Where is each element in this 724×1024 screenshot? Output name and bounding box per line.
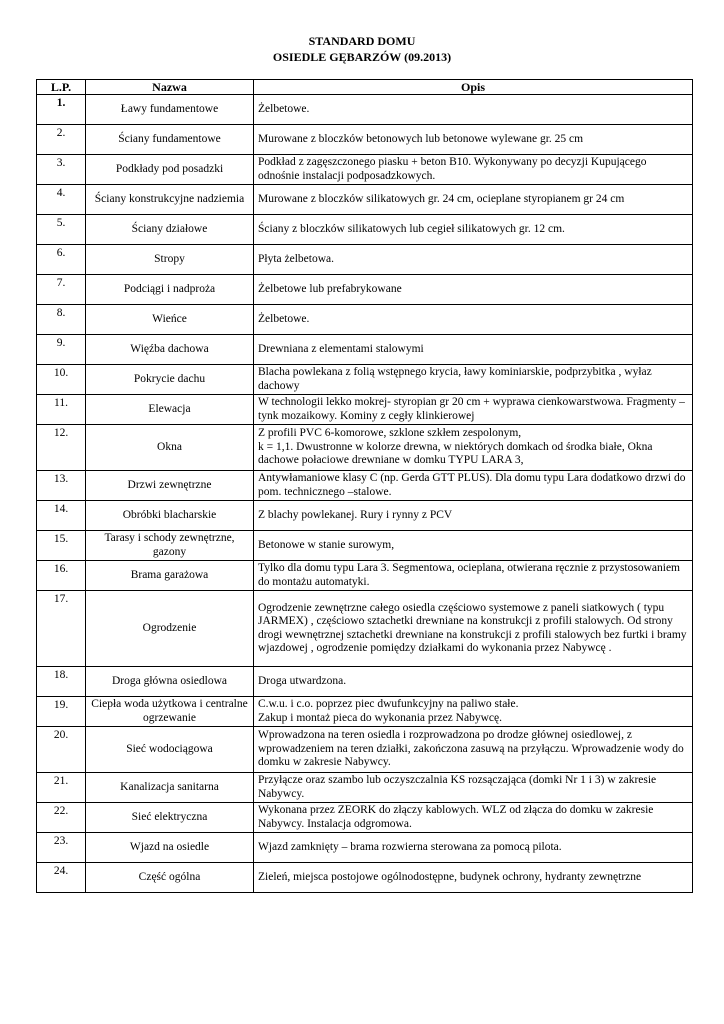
row-name: Ogrodzenie [86, 591, 254, 667]
row-number: 19. [37, 697, 86, 727]
row-name: Więźba dachowa [86, 335, 254, 365]
table-row [37, 155, 693, 185]
row-number: 7. [37, 275, 86, 305]
table-row [37, 591, 693, 667]
row-description: Płyta żelbetowa. [254, 245, 693, 275]
row-name: Tarasy i schody zewnętrzne, gazony [86, 531, 254, 561]
row-number: 22. [37, 803, 86, 833]
table-row [37, 531, 693, 561]
table-row [37, 245, 693, 275]
row-description: Żelbetowe lub prefabrykowane [254, 275, 693, 305]
row-description: Ściany z bloczków silikatowych lub cegieł silikatowych gr. 12 cm. [254, 215, 693, 245]
table-row [37, 667, 693, 697]
row-name: Podciągi i nadproża [86, 275, 254, 305]
document-subtitle: OSIEDLE GĘBARZÓW (09.2013) [272, 50, 452, 64]
row-name: Brama garażowa [86, 561, 254, 591]
row-description: Żelbetowe. [254, 95, 693, 125]
row-number: 24. [37, 863, 86, 893]
row-name: Sieć elektryczna [86, 803, 254, 833]
row-number: 6. [37, 245, 86, 275]
table-row [37, 335, 693, 365]
row-description: W technologii lekko mokrej- styropian gr 20 cm + wyprawa cienkowarstwowa. Fragmenty – tynk mozaikowy. Kominy z cegły klinkierowej [254, 395, 693, 425]
row-name: Ciepła woda użytkowa i centralne ogrzewanie [86, 697, 254, 727]
row-name: Drzwi zewnętrzne [86, 471, 254, 501]
document-title: STANDARD DOMU [308, 34, 416, 48]
row-name: Obróbki blacharskie [86, 501, 254, 531]
table-row [37, 803, 693, 833]
row-description: Antywłamaniowe klasy C (np. Gerda GTT PLUS). Dla domu typu Lara dodatkowo drzwi do pom. technicznego –stalowe. [254, 471, 693, 501]
table-row [37, 471, 693, 501]
row-name: Podkłady pod posadzki [86, 155, 254, 185]
row-number: 13. [37, 471, 86, 501]
row-description: Żelbetowe. [254, 305, 693, 335]
table-row [37, 773, 693, 803]
row-description: Droga utwardzona. [254, 667, 693, 697]
standard-table [36, 79, 693, 893]
table-row [37, 275, 693, 305]
row-name: Ściany działowe [86, 215, 254, 245]
table-row [37, 501, 693, 531]
table-row [37, 727, 693, 773]
row-number: 10. [37, 365, 86, 395]
column-header-name: Nazwa [86, 80, 254, 95]
row-name: Sieć wodociągowa [86, 727, 254, 773]
row-description: Podkład z zagęszczonego piasku + beton B10. Wykonywany po decyzji Kupującego odnośnie instalacji podposadzkowych. [254, 155, 693, 185]
row-name: Pokrycie dachu [86, 365, 254, 395]
row-number: 8. [37, 305, 86, 335]
row-description: Blacha powlekana z folią wstępnego krycia, ławy kominiarskie, podprzybitka , wyłaz dachowy [254, 365, 693, 395]
row-name: Ściany konstrukcyjne nadziemia [86, 185, 254, 215]
row-number: 4. [37, 185, 86, 215]
row-name: Wjazd na osiedle [86, 833, 254, 863]
row-name: Stropy [86, 245, 254, 275]
table-row [37, 185, 693, 215]
row-number: 5. [37, 215, 86, 245]
row-number: 16. [37, 561, 86, 591]
row-number: 23. [37, 833, 86, 863]
row-description: Zieleń, miejsca postojowe ogólnodostępne, budynek ochrony, hydranty zewnętrzne [254, 863, 693, 893]
row-description: Wykonana przez ZEORK do złączy kablowych. WLZ od złącza do domku w zakresie Nabywcy. Instalacja odgromowa. [254, 803, 693, 833]
row-description: Z blachy powlekanej. Rury i rynny z PCV [254, 501, 693, 531]
table-row [37, 833, 693, 863]
row-description: Murowane z bloczków silikatowych gr. 24 cm, ocieplane styropianem gr 24 cm [254, 185, 693, 215]
table-row [37, 95, 693, 125]
row-name: Elewacja [86, 395, 254, 425]
row-name: Ławy fundamentowe [86, 95, 254, 125]
row-number: 14. [37, 501, 86, 531]
row-description: Ogrodzenie zewnętrzne całego osiedla częściowo systemowe z paneli siatkowych ( typu JARMEX) , częściowo sztachetki drewniane na konstrukcji z profili stalowych. Od strony drogi wewnętrznej sztachetki drewniane na konstrukcji z profili stalowych bez furtki i bramy wjazdowej , ogrodzenie pomiędzy działkami do wykonania przez Nabywcę . [254, 591, 693, 667]
table-row [37, 863, 693, 893]
table-row [37, 425, 693, 471]
row-description: Tylko dla domu typu Lara 3. Segmentowa, ocieplana, otwierana ręcznie z przystosowaniem do montażu automatyki. [254, 561, 693, 591]
table-row [37, 125, 693, 155]
row-name: Ściany fundamentowe [86, 125, 254, 155]
row-name: Droga główna osiedlowa [86, 667, 254, 697]
row-number: 12. [37, 425, 86, 471]
row-number: 9. [37, 335, 86, 365]
row-description: Drewniana z elementami stalowymi [254, 335, 693, 365]
row-number: 17. [37, 591, 86, 667]
row-number: 21. [37, 773, 86, 803]
row-description: Wjazd zamknięty – brama rozwierna sterowana za pomocą pilota. [254, 833, 693, 863]
column-header-description: Opis [254, 80, 693, 95]
row-description: C.w.u. i c.o. poprzez piec dwufunkcyjny na paliwo stałe. Zakup i montaż pieca do wykonania przez Nabywcę. [254, 697, 693, 727]
row-number: 1. [37, 95, 86, 125]
row-description: Betonowe w stanie surowym, [254, 531, 693, 561]
column-header-lp: L.P. [37, 80, 86, 95]
table-row [37, 395, 693, 425]
row-description: Wprowadzona na teren osiedla i rozprowadzona po drodze głównej osiedlowej, z wprowadzeniem na teren działki, zakończona zasuwą na przyłączu. Wprowadzenie wody do domku w zakresie Nabywcy. [254, 727, 693, 773]
table-row [37, 365, 693, 395]
row-number: 11. [37, 395, 86, 425]
row-description: Murowane z bloczków betonowych lub betonowe wylewane gr. 25 cm [254, 125, 693, 155]
table-row [37, 697, 693, 727]
row-number: 3. [37, 155, 86, 185]
row-number: 18. [37, 667, 86, 697]
table-row [37, 215, 693, 245]
row-number: 15. [37, 531, 86, 561]
row-name: Okna [86, 425, 254, 471]
row-name: Wieńce [86, 305, 254, 335]
table-row [37, 561, 693, 591]
table-row [37, 305, 693, 335]
row-description: Przyłącze oraz szambo lub oczyszczalnia KS rozsączająca (domki Nr 1 i 3) w zakresie Nabywcy. [254, 773, 693, 803]
row-name: Część ogólna [86, 863, 254, 893]
row-name: Kanalizacja sanitarna [86, 773, 254, 803]
row-number: 20. [37, 727, 86, 773]
row-description: Z profili PVC 6-komorowe, szklone szkłem zespolonym, k = 1,1. Dwustronne w kolorze drewna, w niektórych domkach od środka białe, Okna dachowe połaciowe drewniane w domku TYPU LARA 3, [254, 425, 693, 471]
row-number: 2. [37, 125, 86, 155]
table-header-row [37, 80, 693, 95]
